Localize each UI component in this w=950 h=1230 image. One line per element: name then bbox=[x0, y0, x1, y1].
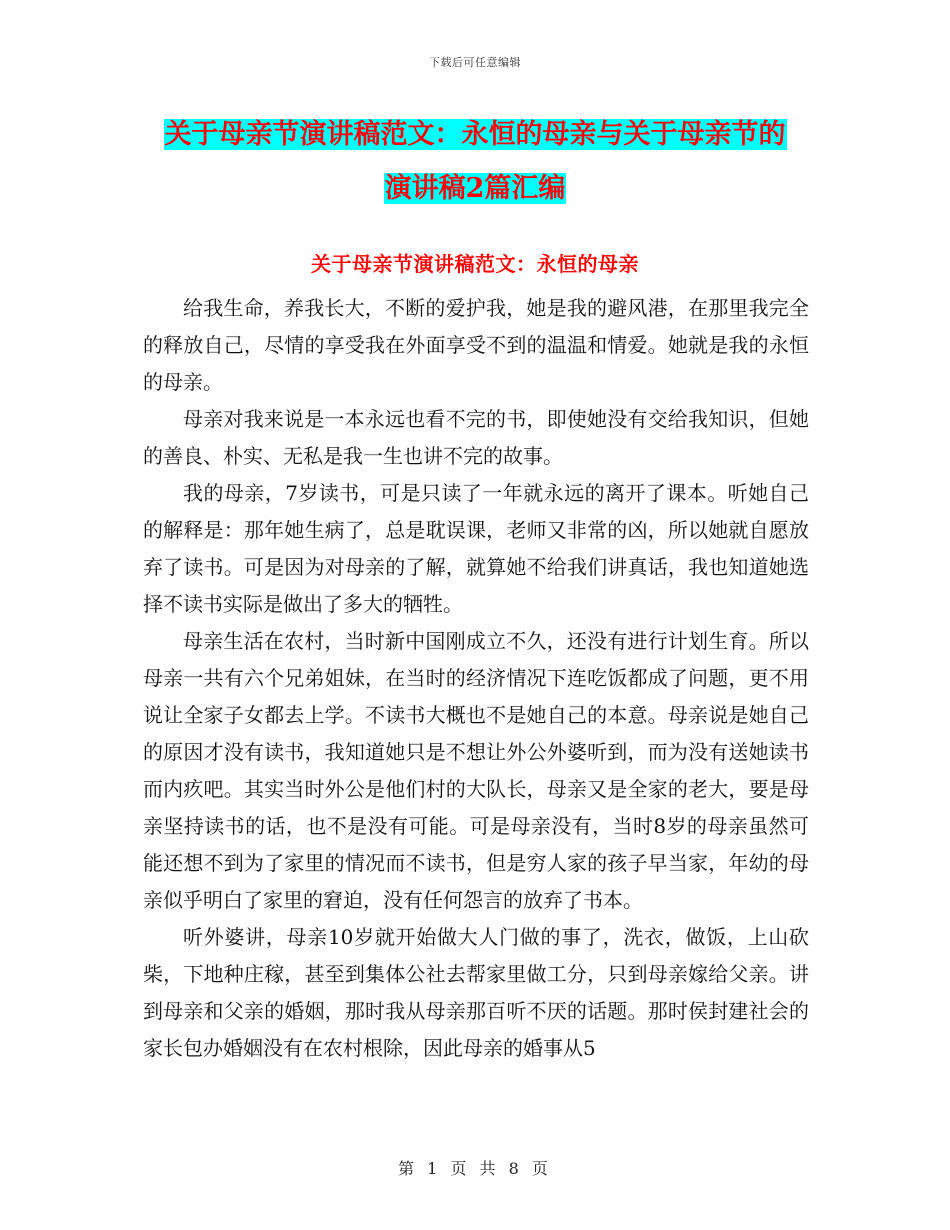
paragraph-3: 我的母亲，7岁读书，可是只读了一年就永远的离开了课本。听她自己的解释是：那年她生病了，总是耽误课，老师又非常的凶，所以她就自愿放弃了读书。可是因为对母亲的了解，就算她不给我们讲真话，我也知道她选择不读书实际是做出了多大的牺牲。 bbox=[143, 481, 809, 616]
paragraph-4: 母亲生活在农村，当时新中国刚成立不久，还没有进行计划生育。所以母亲一共有六个兄弟姐妹，在当时的经济情况下连吃饭都成了问题，更不用说让全家子女都去上学。不读书大概也不是她自己的本意。母亲说是她自己的原因才没有读书，我知道她只是不想让外公外婆听到，而为没有送她读书而内疚吧。其实当时外公是他们村的大队长，母亲又是全家的老大，要是母亲坚持读书的话，也不是没有可能。可是母亲没有，当时8岁的母亲虽然可能还想不到为了家里的情况而不读书，但是穷人家的孩子早当家，年幼的母亲似乎明白了家里的窘迫，没有任何怨言的放弃了书本。 bbox=[143, 629, 809, 912]
document-title-line-1: 关于母亲节演讲稿范文：永恒的母亲与关于母亲节的 bbox=[164, 119, 786, 150]
paragraph-5: 听外婆讲，母亲10岁就开始做大人门做的事了，洗衣，做饭，上山砍柴，下地种庄稼，甚至到集体公社去帮家里做工分，只到母亲嫁给父亲。讲到母亲和父亲的婚姻，那时我从母亲那百听不厌的话题。那时侯封建社会的家长包办婚姻没有在农村根除，因此母亲的婚事从5 bbox=[143, 925, 809, 1060]
section-title: 关于母亲节演讲稿范文：永恒的母亲 bbox=[311, 252, 639, 276]
document-title bbox=[145, 108, 805, 216]
paragraph-1: 给我生命，养我长大，不断的爱护我，她是我的避风港，在那里我完全的释放自己，尽情的享受我在外面享受不到的温温和情爱。她就是我的永恒的母亲。 bbox=[143, 296, 809, 394]
header-note: 下载后可任意编辑 bbox=[429, 56, 521, 69]
paragraph-2: 母亲对我来说是一本永远也看不完的书，即使她没有交给我知识，但她的善良、朴实、无私是我一生也讲不完的故事。 bbox=[143, 407, 809, 468]
document-title-line-2: 演讲稿2篇汇编 bbox=[384, 173, 566, 204]
document-body bbox=[143, 290, 809, 1067]
page-footer: 第 1 页 共 8 页 bbox=[398, 1159, 552, 1178]
